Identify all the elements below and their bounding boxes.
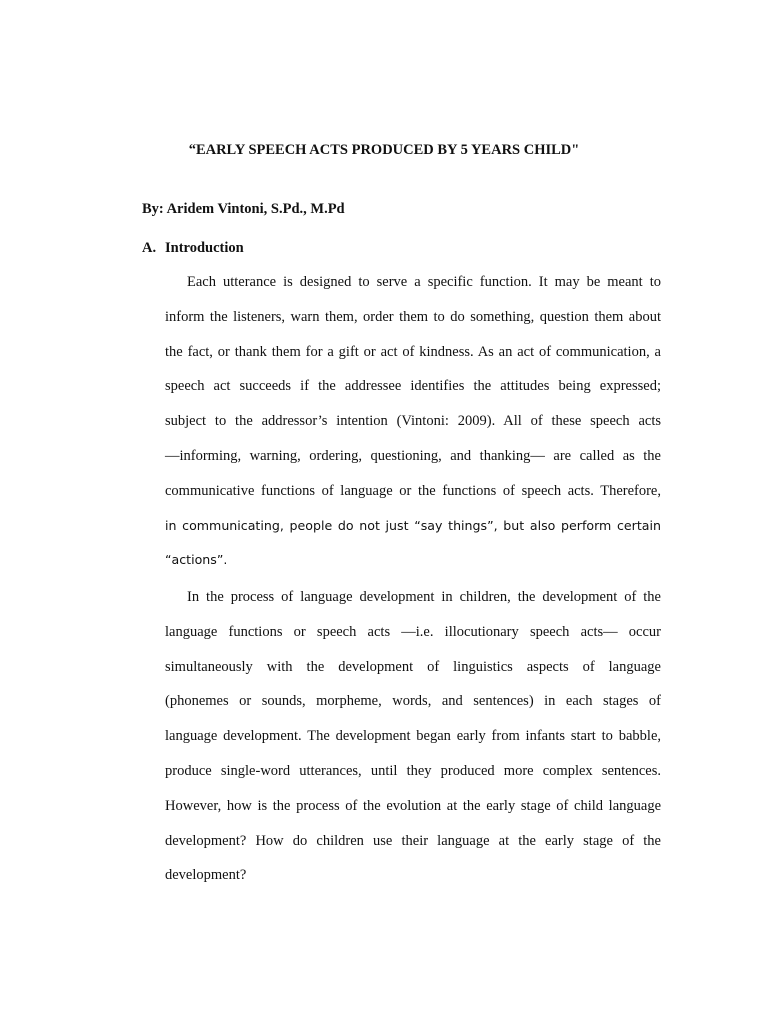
author-byline: By: Aridem Vintoni, S.Pd., M.Pd <box>142 201 345 217</box>
paragraph-line: communicative functions of language or the functions of speech acts. Therefore, <box>165 482 661 499</box>
paragraph-1 <box>165 265 661 578</box>
paragraph-line: the fact, or thank them for a gift or act of kindness. As an act of communication, a <box>165 343 661 360</box>
paragraph-line: speech act succeeds if the addressee identifies the attitudes being expressed; <box>165 378 661 395</box>
document-title: “EARLY SPEECH ACTS PRODUCED BY 5 YEARS CHILD" <box>188 142 580 158</box>
paragraph-line: In the process of language development in children, the development of the <box>187 589 661 605</box>
paragraph-line: —informing, warning, ordering, questioning, and thanking— are called as the <box>165 447 661 464</box>
paragraph-line: produce single-word utterances, until they produced more complex sentences. <box>165 762 661 779</box>
paragraph-line: language functions or speech acts —i.e. illocutionary speech acts— occur <box>165 623 661 640</box>
paragraph-line: development? <box>165 867 247 884</box>
paragraph-line: (phonemes or sounds, morpheme, words, and sentences) in each stages of <box>165 693 661 710</box>
paragraph-line: development? How do children use their language at the early stage of the <box>165 832 661 849</box>
paragraph-line: Each utterance is designed to serve a specific function. It may be meant to <box>187 274 661 290</box>
paragraph-2 <box>165 580 661 893</box>
paragraph-line: However, how is the process of the evolution at the early stage of child language <box>165 797 661 814</box>
paragraph-line: in communicating, people do not just “say things”, but also perform certain <box>165 517 661 533</box>
section-heading <box>142 240 244 257</box>
section-number: A. <box>142 240 157 256</box>
paragraph-line: “actions”. <box>165 552 228 568</box>
paragraph-line: simultaneously with the development of linguistics aspects of language <box>165 658 661 675</box>
section-title: Introduction <box>165 240 244 256</box>
paragraph-line: language development. The development began early from infants start to babble, <box>165 728 661 745</box>
paragraph-line: subject to the addressor’s intention (Vintoni: 2009). All of these speech acts <box>165 413 661 430</box>
paragraph-line: inform the listeners, warn them, order them to do something, question them about <box>165 308 661 325</box>
